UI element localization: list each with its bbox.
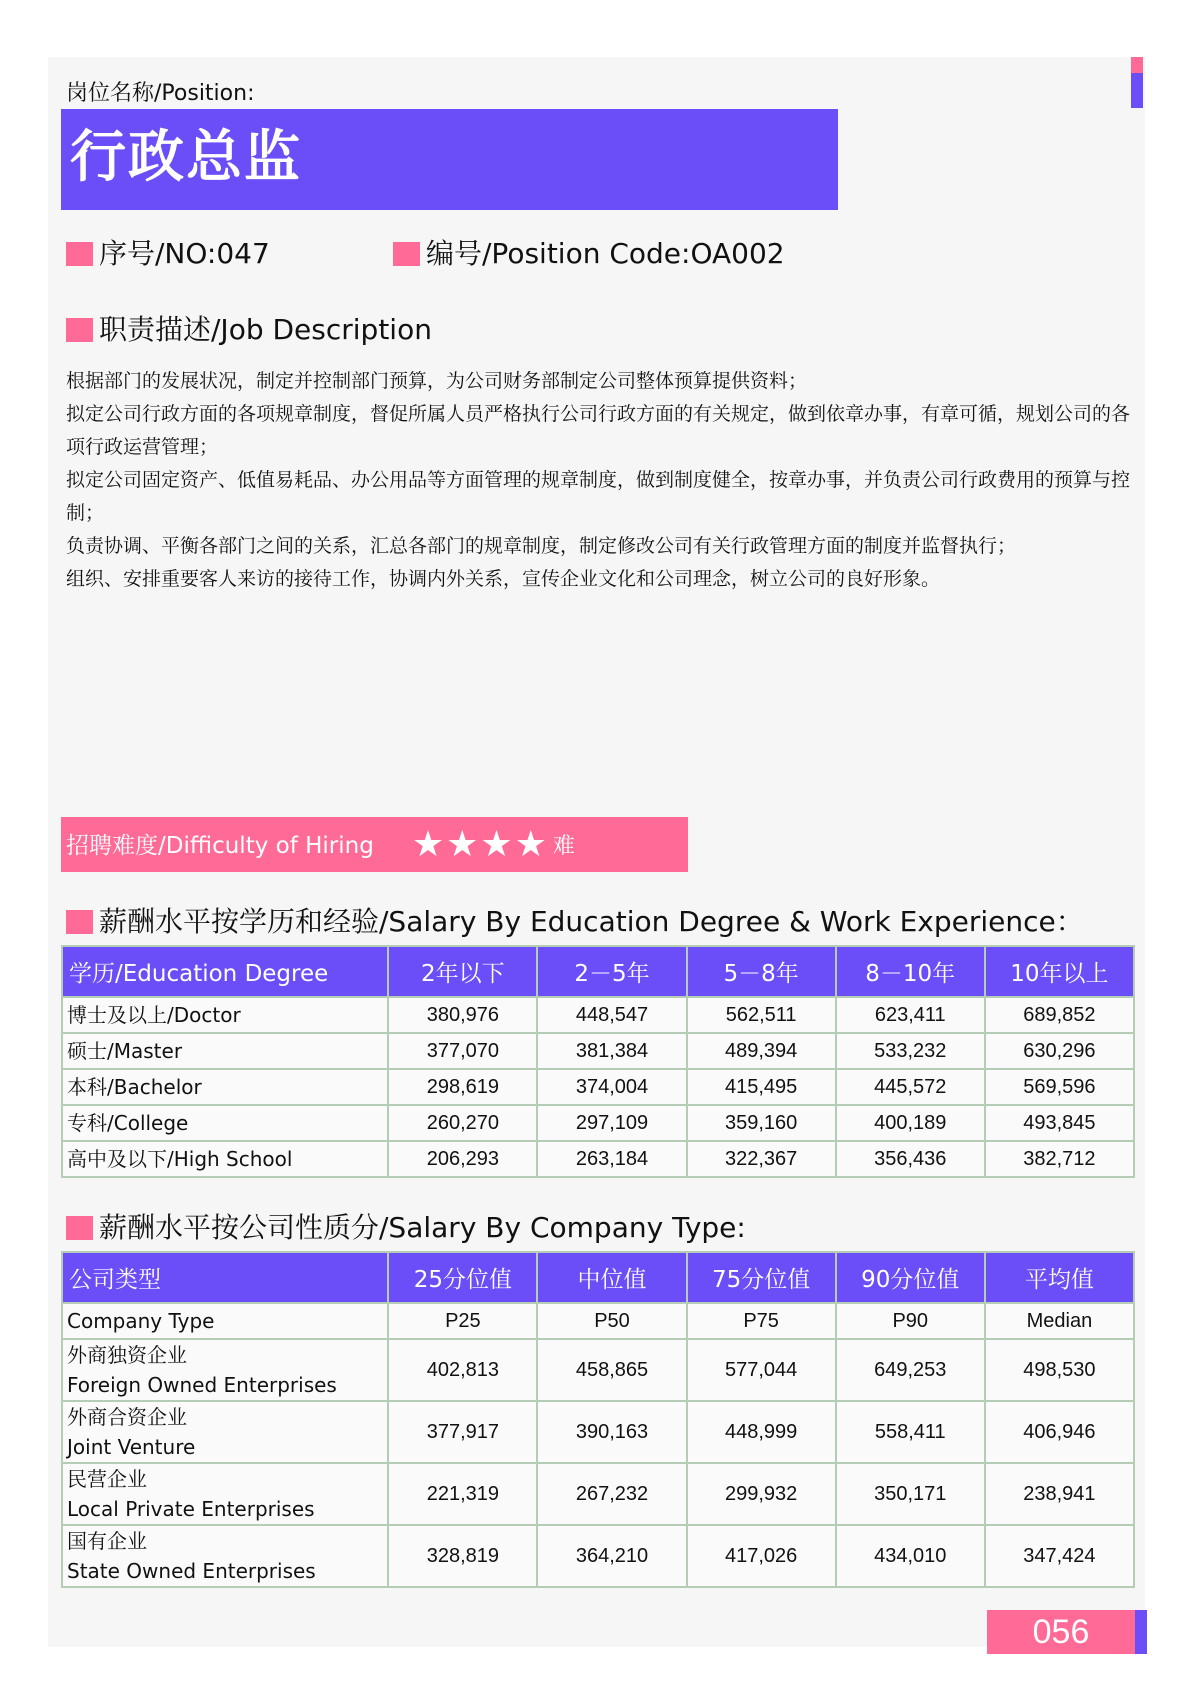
row-label: 外商合资企业 Joint Venture (62, 1401, 388, 1463)
column-header: 25分位值 (388, 1252, 537, 1303)
table-cell: 297,109 (537, 1105, 686, 1141)
table-cell: 380,976 (388, 997, 537, 1033)
job-description-heading: 职责描述/Job Description (66, 308, 432, 348)
table-row (62, 1033, 1134, 1069)
table-cell: Median (985, 1303, 1134, 1339)
table-cell: P75 (687, 1303, 836, 1339)
table-cell: 364,210 (537, 1525, 686, 1587)
table-cell: 445,572 (836, 1069, 985, 1105)
table-cell: P50 (537, 1303, 686, 1339)
table-row (62, 1401, 1134, 1463)
table-cell: 382,712 (985, 1141, 1134, 1177)
column-header: 平均值 (985, 1252, 1134, 1303)
row-label: 民营企业 Local Private Enterprises (62, 1463, 388, 1525)
row-label: 硕士/Master (62, 1033, 388, 1069)
column-header: 公司类型 (62, 1252, 388, 1303)
star-rating-icon: ★★★★ (411, 824, 549, 865)
table-cell: 238,941 (985, 1463, 1134, 1525)
table-cell: 406,946 (985, 1401, 1134, 1463)
table-row (62, 1463, 1134, 1525)
row-label: 国有企业 State Owned Enterprises (62, 1525, 388, 1587)
table-cell: 577,044 (687, 1339, 836, 1401)
column-header: 2年以下 (388, 946, 537, 997)
page-number-accent (1135, 1610, 1147, 1654)
description-line: 负责协调、平衡各部门之间的关系，汇总各部门的规章制度，制定修改公司有关行政管理方面的制度并监督执行； (66, 535, 1017, 557)
description-line: 拟定公司行政方面的各项规章制度，督促所属人员严格执行公司行政方面的有关规定，做到依章办事，有章可循，规划公司的各项行政运营管理； (66, 403, 1131, 458)
table-cell: 206,293 (388, 1141, 537, 1177)
table-cell: P25 (388, 1303, 537, 1339)
difficulty-row (66, 817, 575, 872)
row-label: 专科/College (62, 1105, 388, 1141)
table-cell: 299,932 (687, 1463, 836, 1525)
description-line: 根据部门的发展状况，制定并控制部门预算，为公司财务部制定公司整体预算提供资料； (66, 370, 808, 392)
table-cell: 448,547 (537, 997, 686, 1033)
bullet-square-icon (66, 242, 93, 266)
table-cell: 221,319 (388, 1463, 537, 1525)
table-cell: 434,010 (836, 1525, 985, 1587)
table-cell: P90 (836, 1303, 985, 1339)
column-header: 10年以上 (985, 946, 1134, 997)
company-salary-heading: 薪酬水平按公司性质分/Salary By Company Type: (66, 1206, 746, 1246)
column-header: 8－10年 (836, 946, 985, 997)
column-header: 2－5年 (537, 946, 686, 997)
table-cell: 377,070 (388, 1033, 537, 1069)
column-header: 学历/Education Degree (62, 946, 388, 997)
position-title: 行政总监 (70, 125, 302, 190)
table-cell: 347,424 (985, 1525, 1134, 1587)
table-cell: 569,596 (985, 1069, 1134, 1105)
table-cell: 350,171 (836, 1463, 985, 1525)
page-number: 056 (987, 1610, 1135, 1654)
table-header-row (62, 1252, 1134, 1303)
table-cell: 381,384 (537, 1033, 686, 1069)
description-line: 组织、安排重要客人来访的接待工作，协调内外关系，宣传企业文化和公司理念，树立公司的良好形象。 (66, 568, 941, 590)
bullet-square-icon (66, 1216, 93, 1240)
table-row (62, 997, 1134, 1033)
row-label: 本科/Bachelor (62, 1069, 388, 1105)
table-cell: 417,026 (687, 1525, 836, 1587)
table-row (62, 1339, 1134, 1401)
table-cell: 263,184 (537, 1141, 686, 1177)
corner-accent-pink (1131, 57, 1143, 73)
row-label: 博士及以上/Doctor (62, 997, 388, 1033)
table-cell: 390,163 (537, 1401, 686, 1463)
table-cell: 489,394 (687, 1033, 836, 1069)
table-header-row (62, 946, 1134, 997)
table-cell: 558,411 (836, 1401, 985, 1463)
table-subheader-row (62, 1303, 1134, 1339)
table-cell: 322,367 (687, 1141, 836, 1177)
table-cell: 267,232 (537, 1463, 686, 1525)
column-header: 90分位值 (836, 1252, 985, 1303)
table-cell: 689,852 (985, 997, 1134, 1033)
bullet-square-icon (393, 242, 420, 266)
table-row (62, 1069, 1134, 1105)
table-cell: 328,819 (388, 1525, 537, 1587)
table-cell: 493,845 (985, 1105, 1134, 1141)
education-salary-heading: 薪酬水平按学历和经验/Salary By Education Degree & Work Experience： (66, 900, 1084, 940)
column-header: 5－8年 (687, 946, 836, 997)
company-salary-table (61, 1251, 1135, 1588)
row-label: 外商独资企业 Foreign Owned Enterprises (62, 1339, 388, 1401)
education-salary-table (61, 945, 1135, 1178)
table-cell: 374,004 (537, 1069, 686, 1105)
table-cell: 533,232 (836, 1033, 985, 1069)
table-cell: 359,160 (687, 1105, 836, 1141)
bullet-square-icon (66, 910, 93, 934)
table-row (62, 1105, 1134, 1141)
table-cell: 649,253 (836, 1339, 985, 1401)
table-cell: 458,865 (537, 1339, 686, 1401)
table-cell: 377,917 (388, 1401, 537, 1463)
table-cell: 298,619 (388, 1069, 537, 1105)
serial-number: 序号/NO:047 (66, 232, 270, 272)
table-cell: 402,813 (388, 1339, 537, 1401)
table-cell: 448,999 (687, 1401, 836, 1463)
position-label: 岗位名称/Position: (66, 81, 255, 106)
table-cell: 562,511 (687, 997, 836, 1033)
table-cell: 623,411 (836, 997, 985, 1033)
table-cell: 356,436 (836, 1141, 985, 1177)
bullet-square-icon (66, 318, 93, 342)
position-code: 编号/Position Code:OA002 (393, 232, 785, 272)
column-header: 中位值 (537, 1252, 686, 1303)
table-cell: 630,296 (985, 1033, 1134, 1069)
job-description-text (66, 365, 1136, 596)
table-cell: 415,495 (687, 1069, 836, 1105)
difficulty-word: 难 (552, 834, 575, 859)
corner-accent-purple (1131, 73, 1143, 108)
column-header: 75分位值 (687, 1252, 836, 1303)
table-cell: 260,270 (388, 1105, 537, 1141)
difficulty-label: 招聘难度/Difficulty of Hiring (66, 833, 374, 859)
row-label: 高中及以下/High School (62, 1141, 388, 1177)
table-cell: 498,530 (985, 1339, 1134, 1401)
description-line: 拟定公司固定资产、低值易耗品、办公用品等方面管理的规章制度，做到制度健全，按章办事，并负责公司行政费用的预算与控制； (66, 469, 1131, 524)
table-row (62, 1141, 1134, 1177)
table-cell: 400,189 (836, 1105, 985, 1141)
row-label: Company Type (62, 1303, 388, 1339)
table-row (62, 1525, 1134, 1587)
